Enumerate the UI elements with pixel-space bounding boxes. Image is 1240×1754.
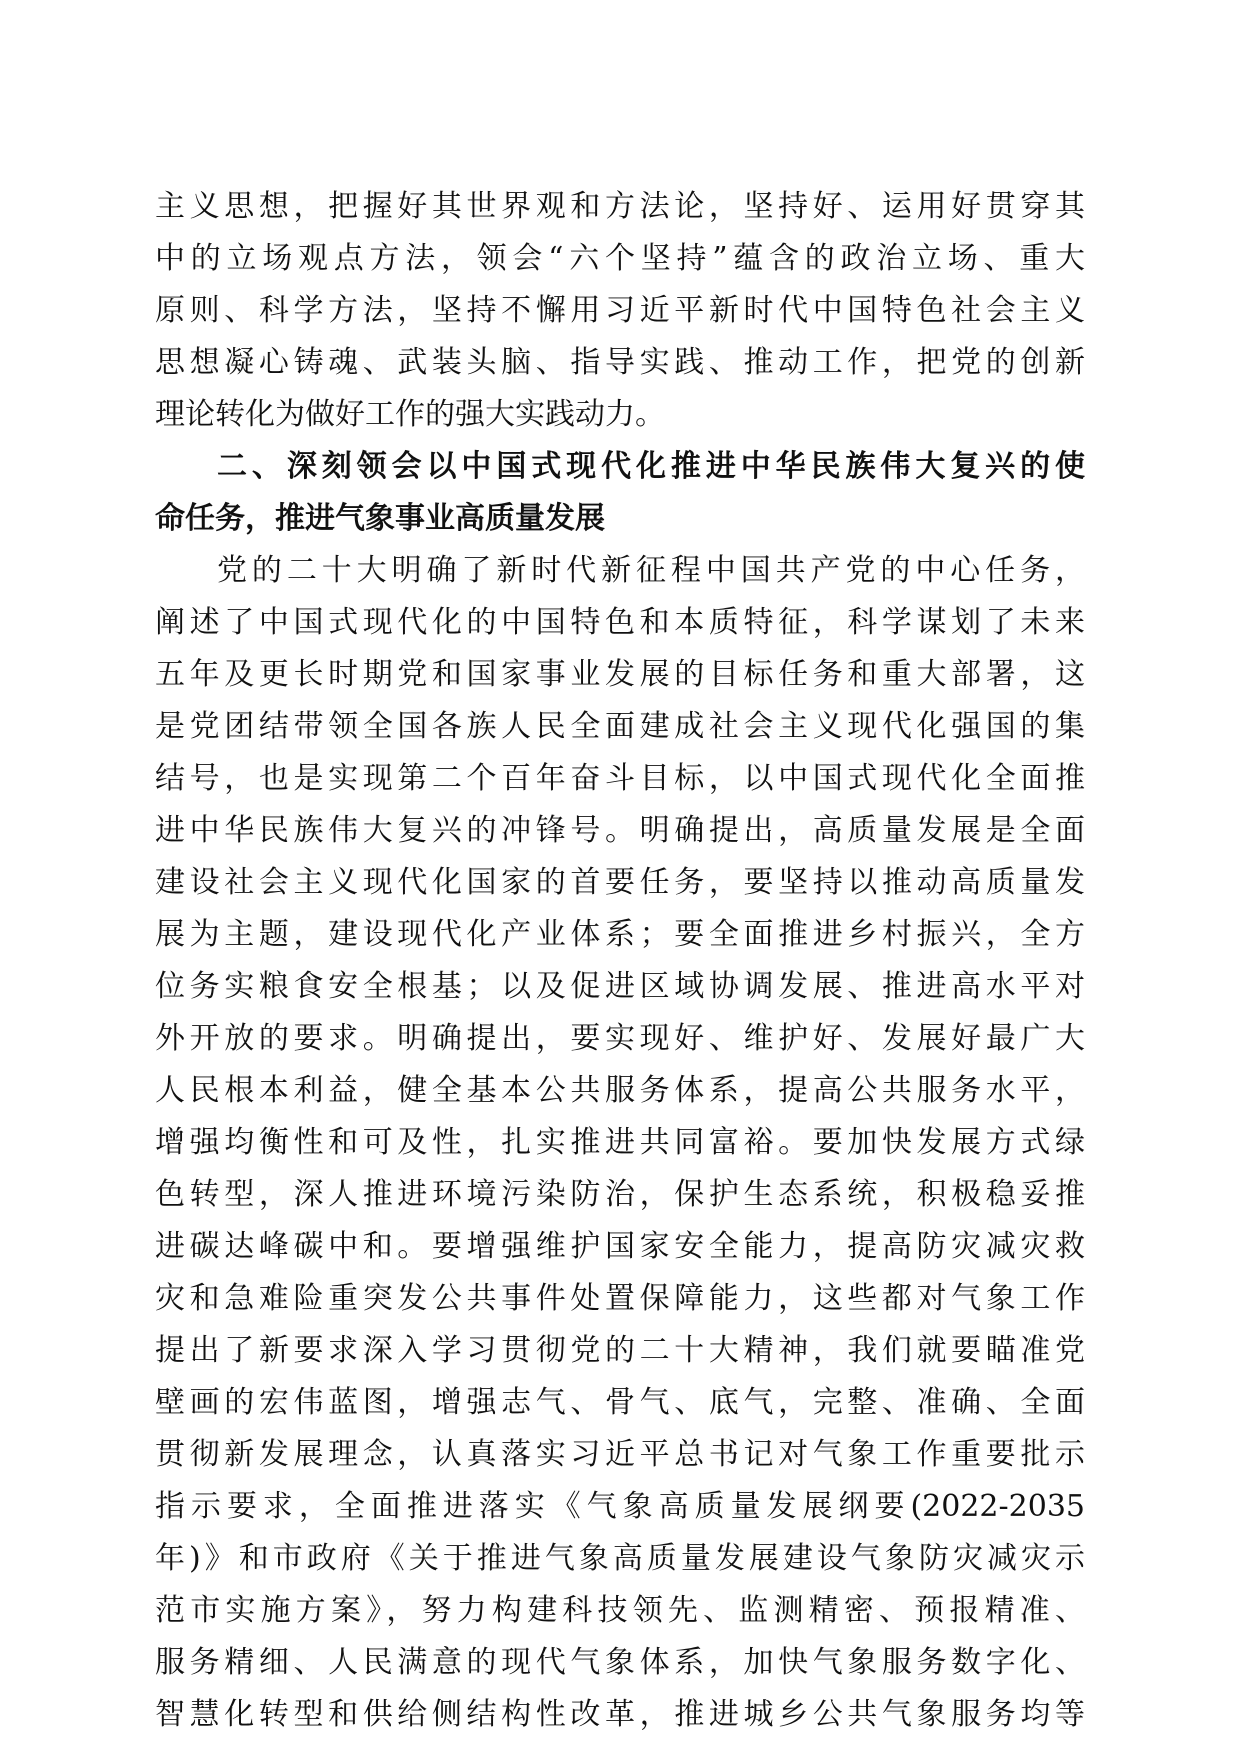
- heading-line: 二、深刻领会以中国式现代化推进中华民族伟大复兴的使: [217, 449, 1085, 484]
- text-line: 进碳达峰碳中和。要增强维护国家安全能力，提高防灾减灾救: [155, 1229, 1085, 1264]
- text-line: 中的立场观点方法，领会“六个坚持”蕴含的政治立场、重大: [155, 241, 1085, 276]
- text-line: 壁画的宏伟蓝图，增强志气、骨气、底气，完整、准确、全面: [155, 1385, 1085, 1420]
- text-line: 指示要求，全面推进落实《气象高质量发展纲要(2022-2035: [155, 1489, 1085, 1524]
- text-line: 是党团结带领全国各族人民全面建成社会主义现代化强国的集: [155, 709, 1085, 744]
- text-line: 思想凝心铸魂、武装头脑、指导实践、推动工作，把党的创新: [155, 345, 1085, 380]
- heading-line: 命任务，推进气象事业高质量发展: [155, 501, 605, 536]
- paragraph-continuation: [155, 181, 1085, 441]
- text-line: 人民根本利益，健全基本公共服务体系，提高公共服务水平，: [155, 1073, 1085, 1108]
- text-line: 灾和急难险重突发公共事件处置保障能力，这些都对气象工作: [155, 1281, 1085, 1316]
- text-line: 原则、科学方法，坚持不懈用习近平新时代中国特色社会主义: [155, 293, 1085, 328]
- text-line: 结号，也是实现第二个百年奋斗目标，以中国式现代化全面推: [155, 761, 1085, 796]
- text-line: 五年及更长时期党和国家事业发展的目标任务和重大部署，这: [155, 657, 1085, 692]
- text-line: 位务实粮食安全根基；以及促进区域协调发展、推进高水平对: [155, 969, 1085, 1004]
- paragraph-body: [155, 545, 1085, 1741]
- text-line: 服务精细、人民满意的现代气象体系，加快气象服务数字化、: [155, 1645, 1085, 1680]
- text-line: 贯彻新发展理念，认真落实习近平总书记对气象工作重要批示: [155, 1437, 1085, 1472]
- text-line: 范市实施方案》，努力构建科技领先、监测精密、预报精准、: [155, 1593, 1085, 1628]
- text-line: 主义思想，把握好其世界观和方法论，坚持好、运用好贯穿其: [155, 189, 1085, 224]
- text-line: 年)》和市政府《关于推进气象高质量发展建设气象防灾减灾示: [155, 1541, 1085, 1576]
- text-line: 色转型，深人推进环境污染防治，保护生态系统，积极稳妥推: [155, 1177, 1085, 1212]
- section-heading: [155, 441, 1085, 545]
- text-line: 展为主题，建设现代化产业体系；要全面推进乡村振兴，全方: [155, 917, 1085, 952]
- text-line: 建设社会主义现代化国家的首要任务，要坚持以推动高质量发: [155, 865, 1085, 900]
- text-line: 提出了新要求深入学习贯彻党的二十大精神，我们就要瞄准党: [155, 1333, 1085, 1368]
- text-line: 党的二十大明确了新时代新征程中国共产党的中心任务，: [217, 553, 1085, 588]
- text-line: 增强均衡性和可及性，扎实推进共同富裕。要加快发展方式绿: [155, 1125, 1085, 1160]
- text-line: 进中华民族伟大复兴的冲锋号。明确提出，高质量发展是全面: [155, 813, 1085, 848]
- text-line: 理论转化为做好工作的强大实践动力。: [155, 397, 665, 432]
- text-line: 阐述了中国式现代化的中国特色和本质特征，科学谋划了未来: [155, 605, 1085, 640]
- text-line: 智慧化转型和供给侧结构性改革，推进城乡公共气象服务均等: [155, 1697, 1085, 1732]
- text-line: 外开放的要求。明确提出，要实现好、维护好、发展好最广大: [155, 1021, 1085, 1056]
